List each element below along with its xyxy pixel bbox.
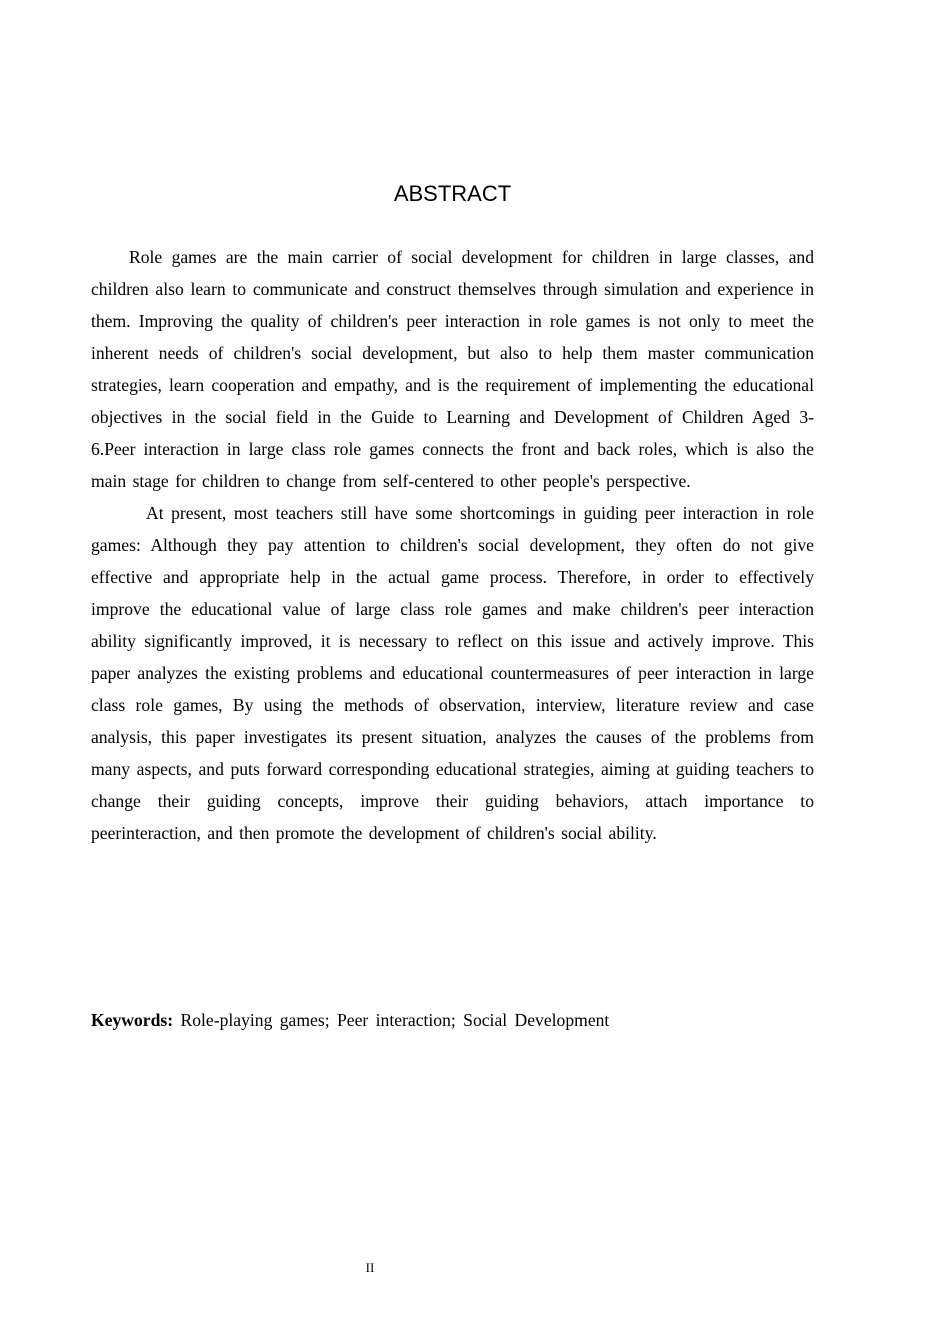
abstract-title: ABSTRACT [393,181,512,206]
abstract-paragraph-2: At present, most teachers still have some shortcomings in guiding peer interaction in role games: Although they pay attention to children's social development, they often do not give effective and appropriate help in the actual game process. Therefore, in order to effectively improve the educational value of large class role games and make children's peer interaction ability significantly improved, it is necessary to reflect on this issue and actively improve. This paper analyzes the existing problems and educational countermeasures of peer interaction in large class role games, By using the methods of observation, interview, literature review and case analysis, this paper investigates its present situation, analyzes the causes of the problems from many aspects, and puts forward corresponding educational strategies, aiming at guiding teachers to change their guiding concepts, improve their guiding behaviors, attach importance to peerinteraction, and then promote the development of children's social ability. [91,503,814,843]
keywords-text: Role-playing games; Peer interaction; Social Development [180,1010,610,1030]
abstract-paragraph-1: Role games are the main carrier of social development for children in large classes, and children also learn to communicate and construct themselves through simulation and experience in them. Improving the quality of children's peer interaction in role games is not only to meet the inherent needs of children's social development, but also to help them master communication strategies, learn cooperation and empathy, and is the requirement of implementing the educational objectives in the social field in the Guide to Learning and Development of Children Aged 3-6.Peer interaction in large class role games connects the front and back roles, which is also the main stage for children to change from self-centered to other people's perspective. [91,247,814,491]
abstract-body [91,241,814,849]
keywords-line [91,1004,814,1036]
keywords-label: Keywords: [91,1010,174,1030]
page-number: II [365,1260,375,1275]
